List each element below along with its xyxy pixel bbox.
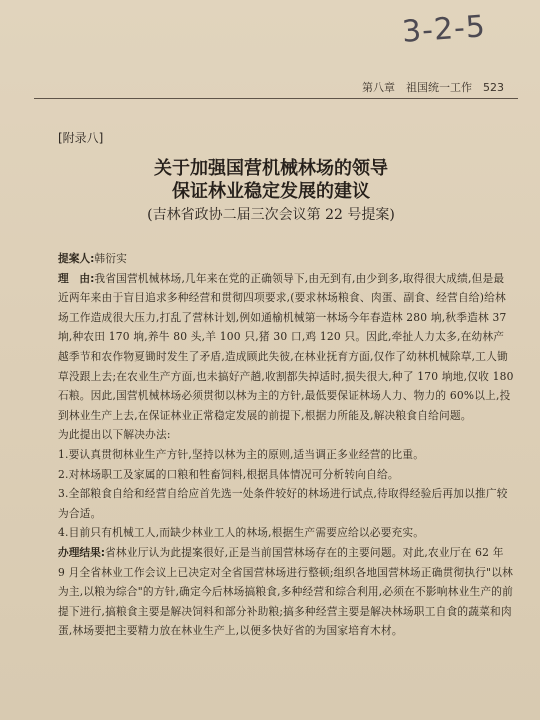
reason-label: 理 由: xyxy=(58,271,95,285)
title-block xyxy=(110,157,432,226)
result-label: 办理结果: xyxy=(58,545,106,559)
title-subtitle: (吉林省政协二届三次会议第 22 号提案) xyxy=(147,207,395,223)
solution-item-4: 4.目前只有机械工人,而缺少林业工人的林场,根据生产需要应给以必要充实。 xyxy=(58,526,425,540)
solution-item-3: 3.全部粮食自给和经营自给应首先选一处条件较好的林场进行试点,待取得经验后再加以推广较为合适。 xyxy=(58,487,508,520)
proposer-label: 提案人: xyxy=(58,252,95,265)
handwritten-page-note: 3-2-5 xyxy=(400,9,488,50)
header-rule xyxy=(34,98,518,99)
appendix-label: [附录八] xyxy=(58,131,104,145)
proposer-value: 韩衍实 xyxy=(94,252,128,265)
result-paragraph xyxy=(58,543,514,641)
title-line-2: 保证林业稳定发展的建议 xyxy=(172,181,370,202)
running-head: 第八章 祖国统一工作 523 xyxy=(362,81,504,94)
title-line-1: 关于加强国营机械林场的领导 xyxy=(154,158,388,179)
reason-paragraph xyxy=(58,269,514,426)
reason-text: 我省国营机械林场,几年来在党的正确领导下,由无到有,由少到多,取得很大成绩,但是最近两年来由于盲目追求多种经营和贯彻四项要求,(要求林场粮食、肉蛋、副食、经营自给)给林场工作造成很大压力,打乱了营林计划,例如通榆机械第一林场今年春造林 280 垧,秋季造林 37 垧,种农田 170 垧,养牛 80 头,羊 100 只,猪 30 口,鸡 120 只。因此,牵扯人力太多,在幼林产越季节和农作物夏锄时发生了矛盾,造成顾此失彼,在林业抚育方面,仅作了幼林机械除草,工人锄草没跟上去;在农业生产方面,也未搞好产趟,收割都失掉适时,损失很大,种了 170 垧地,仅收 180 石粮。因此,国营机械林场必须贯彻以林为主的方针,最低要保证林场人力、物力的 60%以上,投到林业生产上去,在保证林业正常稳定发展的前提下,根据力所能及,解决粮食自给问题。 xyxy=(58,271,514,422)
result-text: 省林业厅认为此提案很好,正是当前国营林场存在的主要问题。对此,农业厅在 62 年 9 月全省林业工作会议上已决定对全省国营林场进行整顿;组织各地国营林场正确贯彻执行"以林为主,以粮为综合"的方针,确定今后林场搞粮食,多种经营和综合利用,必须在不影响林业生产的前提下进行,搞粮食主要是解决饲料和部分补助粮;搞多种经营主要是解决林场职工自食的蔬菜和肉蛋,林场要把主要精力放在林业生产上,以便多快好省的为国家培育木材。 xyxy=(58,545,514,638)
solution-item-1: 1.要认真贯彻林业生产方针,坚持以林为主的原则,适当调正多业经营的比重。 xyxy=(58,447,425,461)
solutions-intro: 为此提出以下解决办法: xyxy=(58,428,171,442)
solution-item-2: 2.对林场职工及家属的口粮和牲畜饲料,根据具体情况可分析转向自给。 xyxy=(58,467,399,481)
body-text xyxy=(58,249,514,641)
proposer-line xyxy=(58,249,514,269)
